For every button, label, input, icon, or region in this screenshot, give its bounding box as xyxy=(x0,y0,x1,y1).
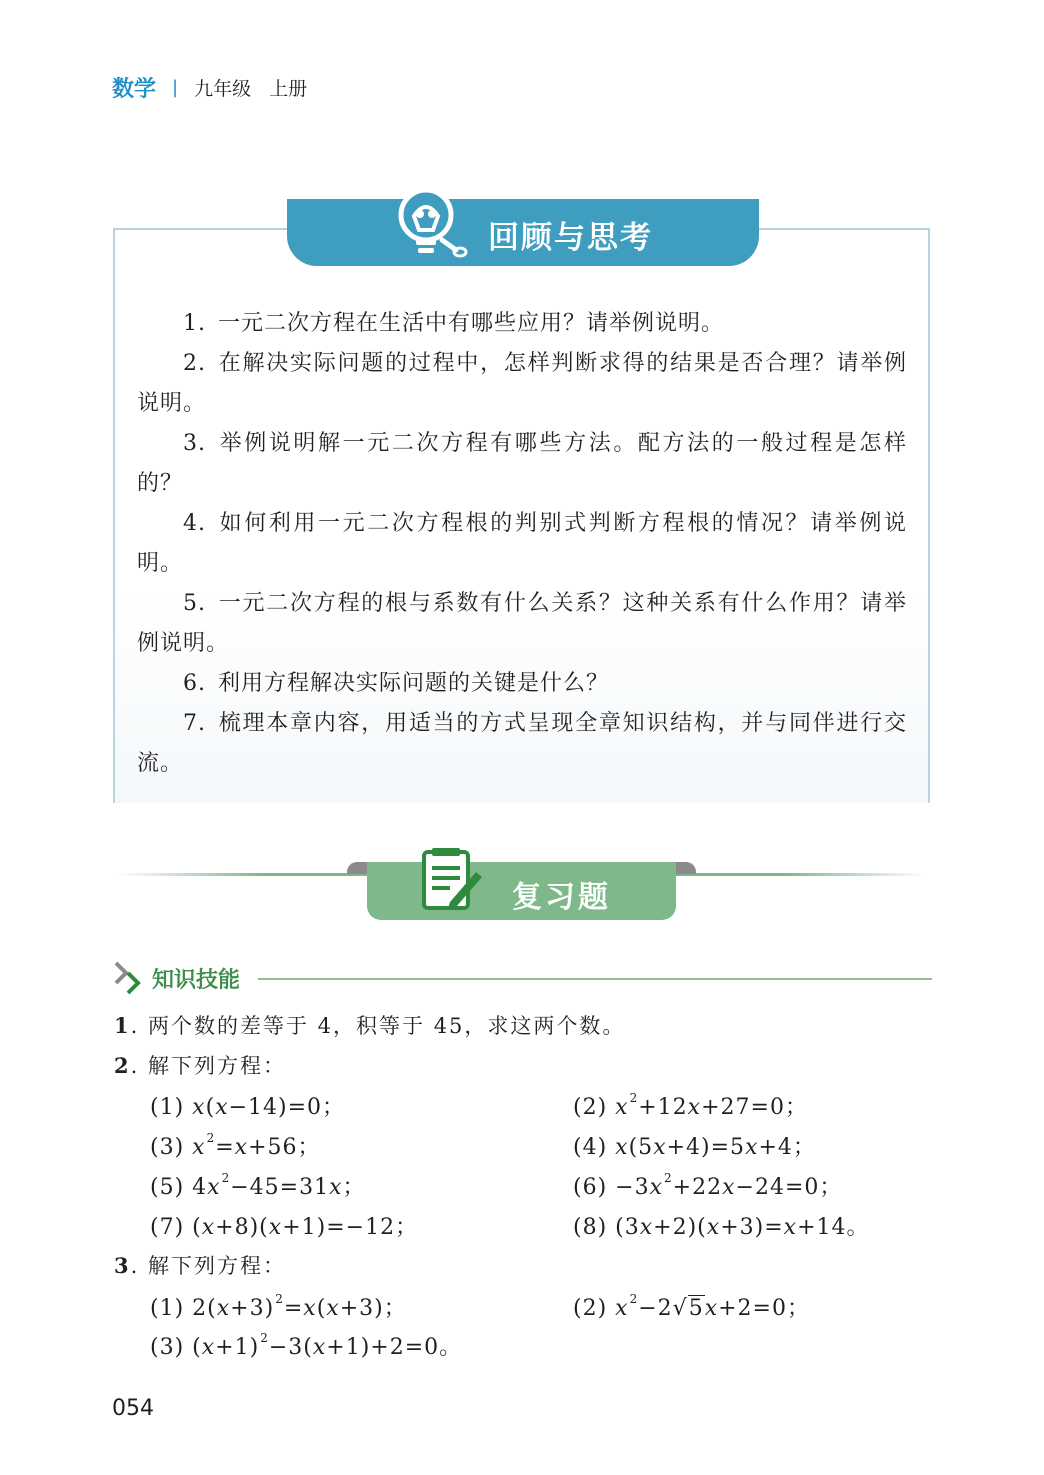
page-number: 054 xyxy=(112,1396,154,1421)
equation-2-7: (7) (x+8)(x+1)=−12； xyxy=(150,1215,419,1240)
exercise-title: 复习题 xyxy=(512,880,611,915)
equation-3-3: (3) $(x+1)^2-3(x+1)+2=0$。 xyxy=(150,1331,463,1360)
equation-2-3: (3) $x^2=x+56$； xyxy=(150,1131,321,1160)
term-label: 上册 xyxy=(269,78,308,100)
review-title: 回顾与思考 xyxy=(488,220,653,256)
equation-2-2: (2) $x^2+12x+27=0$； xyxy=(573,1091,808,1120)
section-rule xyxy=(258,978,932,980)
section-heading xyxy=(112,961,932,995)
notepad-pencil-icon xyxy=(420,846,486,914)
question-2: 2. 解下列方程： xyxy=(114,1053,286,1078)
review-item: 4. 如何利用一元二次方程根的判别式判断方程根的情况？请举例说明。 xyxy=(137,511,907,576)
review-item: 3. 举例说明解一元二次方程有哪些方法。配方法的一般过程是怎样的？ xyxy=(137,431,907,496)
question-3: 3. 解下列方程： xyxy=(114,1253,286,1278)
banner-curl-right xyxy=(676,862,696,874)
equation-3-2: (2) $x^2-2√5x+2=0$； xyxy=(573,1292,810,1321)
equation-2-6: $(6) -3x^2+22x-24=0$； xyxy=(573,1171,843,1200)
equation-2-8: (8) (3x+2)(x+3)=x+14。 xyxy=(573,1215,870,1240)
review-item: 1. 一元二次方程在生活中有哪些应用？请举例说明。 xyxy=(183,311,725,336)
equation-3-1: (1) $2(x+3)^2=x(x+3)$； xyxy=(150,1292,407,1321)
banner-curl-left xyxy=(347,862,367,874)
review-item: 2. 在解决实际问题的过程中，怎样判断求得的结果是否合理？请举例说明。 xyxy=(137,351,907,416)
question-1: 1. 两个数的差等于 4，积等于 45，求这两个数。 xyxy=(114,1013,626,1038)
lightbulb-icon xyxy=(380,170,472,266)
section-title: 知识技能 xyxy=(152,967,241,993)
equation-2-4: (4) x(5x+4)=5x+4； xyxy=(573,1135,816,1160)
running-header xyxy=(112,72,307,103)
equation-2-5: (5) $4x^2-45=31x$； xyxy=(150,1171,366,1200)
review-item: 5. 一元二次方程的根与系数有什么关系？这种关系有什么作用？请举例说明。 xyxy=(137,591,907,656)
review-item: 6. 利用方程解决实际问题的关键是什么？ xyxy=(183,671,610,696)
grade-label: 九年级 xyxy=(194,78,252,100)
equation-2-1: (1) x(x−14)=0； xyxy=(150,1095,346,1120)
header-separator: | xyxy=(172,77,179,98)
review-item: 7. 梳理本章内容，用适当的方式呈现全章知识结构，并与同伴进行交流。 xyxy=(137,711,907,776)
subject-label: 数学 xyxy=(112,77,157,102)
review-list xyxy=(137,304,907,784)
double-chevron-icon xyxy=(112,961,148,995)
